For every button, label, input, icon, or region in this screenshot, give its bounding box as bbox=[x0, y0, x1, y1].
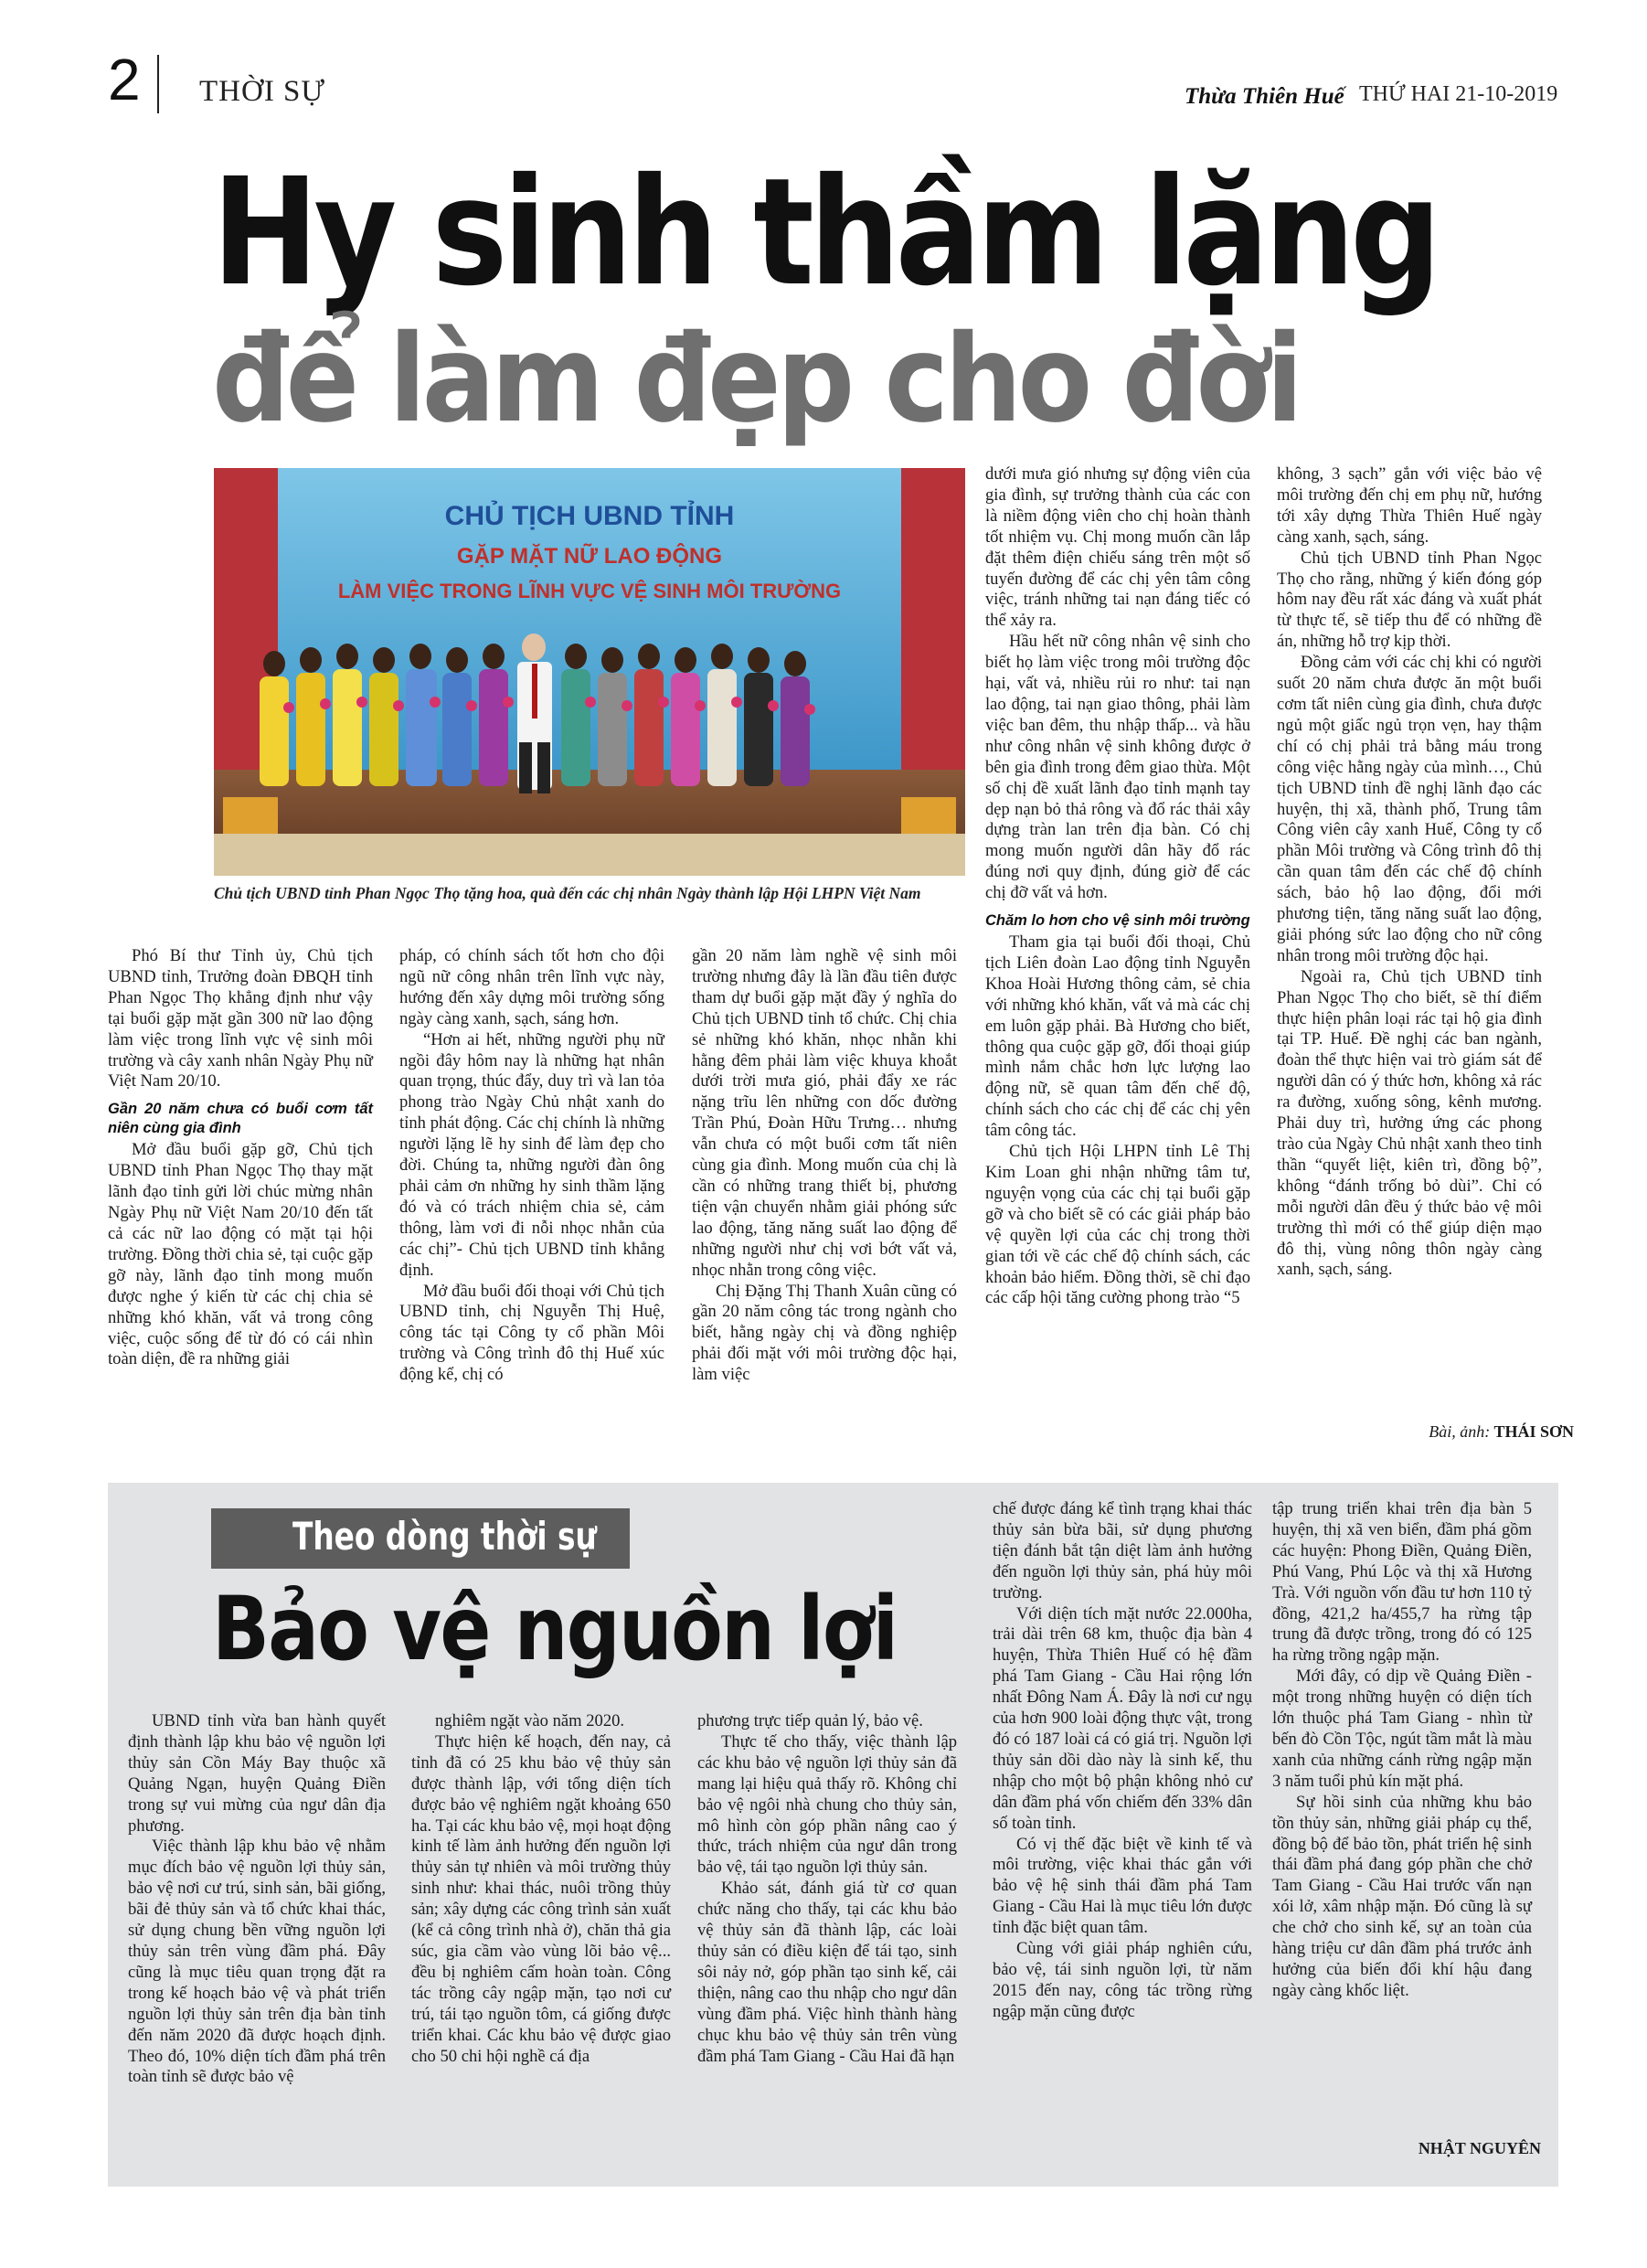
paragraph: Tham gia tại buổi đối thoại, Chủ tịch Liên đoàn Lao động tỉnh Nguyễn Khoa Hoài Hương thông cảm, sẻ chia với những khó khăn, vất vả mà các chị em luôn gặp phải. Bà Hương cho biết, thông qua cuộc gặp gỡ, đối thoại giúp mình nắm chắc hơn lực lượng lao động nữ, sẽ quan tâm đến chế độ, chính sách cho các chị để các chị yên tâm công tác. bbox=[985, 932, 1250, 1141]
paragraph: Thực hiện kế hoạch, đến nay, cả tỉnh đã có 25 khu bảo vệ thủy sản được thành lập, với tổng diện tích được bảo vệ nghiêm ngặt khoảng 650 ha. Tại các khu bảo vệ, mọi hoạt động kinh tế làm ảnh hưởng đến nguồn lợi thủy sản tự nhiên và môi trường thủy sinh như: khai thác, nuôi trồng thủy sản; xây dựng các công trình sản xuất (kể cả công trình nhà ở), chăn thả gia súc, gia cầm vào vùng lõi bảo vệ... đều bị nghiêm cấm hoàn toàn. Công tác trồng cây ngập mặn, tạo nơi cư trú, tái tạo nguồn tôm, cá giống được triển khai. Các khu bảo vệ được giao cho 50 chi hội nghề cá địa bbox=[411, 1731, 671, 2066]
event-photo bbox=[214, 468, 965, 876]
paragraph: Thực tế cho thấy, việc thành lập các khu bảo vệ nguồn lợi thủy sản đã mang lại hiệu quả thấy rõ. Không chỉ bảo vệ ngôi nhà chung cho thủy sản, mô hình còn góp phần nâng cao ý thức, trách nhiệm của ngư dân trong bảo vệ, tái tạo nguồn lợi thủy sản. bbox=[697, 1731, 957, 1878]
photo-banner-line2: GẶP MẶT NỮ LAO ĐỘNG bbox=[456, 544, 723, 569]
article2-headline: Bảo vệ nguồn lợi bbox=[212, 1578, 898, 1680]
article2-column-4 bbox=[993, 1499, 1252, 2023]
paragraph: Đồng cảm với các chị khi có người suốt 20 năm chưa được ăn một buổi cơm tất niên cùng gia đình, chưa được ngủ một giấc ngủ trọn vẹn, hay thậm chí có chị phải trả bằng máu trong công việc hằng ngày của mình…, Chủ tịch UBND tỉnh đề nghị lãnh đạo các huyện, thị xã, thành phố, Trung tâm Công viên cây xanh Huế, Công ty cổ phần Môi trường và Công trình đô thị cần quan tâm đến các chế độ chính sách, bảo hộ lao động, đổi mới phương tiện, tăng năng suất lao động, giải phóng sức lao động cho nữ công nhân trong môi trường độc hại. bbox=[1277, 653, 1542, 965]
paragraph: gần 20 năm làm nghề vệ sinh môi trường nhưng đây là lần đầu tiên được tham dự buổi gặp mặt đầy ý nghĩa do Chủ tịch UBND tỉnh tổ chức. Chị chia sẻ những khó khăn, nhọc nhằn khi hằng đêm phải làm việc khuya khoắt dưới trời mưa gió, phải đẩy xe rác nặng trĩu lên những con dốc đường Trần Phú, Đoàn Hữu Trưng… nhưng vẫn chưa có một buổi cơm tất niên cùng gia đình. Mong muốn của chị là cần có những trang thiết bị, phương tiện vận chuyển nhằm giải phóng sức lao động, tăng năng suất lao động để những người như chị vơi bớt vất vả, nhọc nhằn trong công việc. bbox=[692, 946, 957, 1280]
subheading: Gần 20 năm chưa có buổi cơm tất niên cùng gia đình bbox=[108, 1101, 373, 1137]
article1-byline bbox=[1429, 1422, 1574, 1442]
issue-date: THỨ HAI 21-10-2019 bbox=[1359, 82, 1558, 106]
subheading: Chăm lo hơn cho vệ sinh môi trường bbox=[985, 912, 1250, 930]
paragraph: Chị Đặng Thị Thanh Xuân cũng có gần 20 năm công tác trong ngành cho biết, hằng ngày chị và đồng nghiệp phải đối mặt với môi trường độc hại, làm việc bbox=[692, 1281, 957, 1385]
section-name: THỜI SỰ bbox=[199, 75, 326, 108]
paragraph: Sự hồi sinh của những khu bảo tồn thủy sản, những giải pháp cụ thể, đồng bộ để bảo tồn, phát triển hệ sinh thái đầm phá đang góp phần che chở Tam Giang - Cầu Hai trước vấn nạn xói lở, xâm nhập mặn. Đó cũng là sự che chở cho sinh kế, sự an toàn của hàng triệu cư dân đầm phá trước ảnh hưởng của biến đổi khí hậu đang ngày càng khốc liệt. bbox=[1272, 1792, 1532, 2000]
photo-caption: Chủ tịch UBND tỉnh Phan Ngọc Thọ tặng hoa, quà đến các chị nhân Ngày thành lập Hội LHPN Việt Nam bbox=[214, 884, 921, 902]
paragraph: Chủ tịch UBND tỉnh Phan Ngọc Thọ cho rằng, những ý kiến đóng góp hôm nay đều rất xác đáng và xuất phát từ thực tế, sẽ tiếp thu để có những đề án, những hỗ trợ kịp thời. bbox=[1277, 548, 1542, 652]
paragraph: Với diện tích mặt nước 22.000ha, trải dài trên 68 km, thuộc địa bàn 4 huyện, Thừa Thiên Huế có hệ đầm phá Tam Giang - Cầu Hai rộng lớn nhất Đông Nam Á. Đây là nơi cư ngụ của hơn 900 loài động thực vật, trong đó có 187 loài cá có giá trị. Nguồn lợi thủy sản dồi dào này là sinh kế, thu nhập cho một bộ phận không nhỏ cư dân đầm phá vốn chiếm đến 33% dân số toàn tỉnh. bbox=[993, 1603, 1252, 1833]
headline-line1: Hy sinh thầm lặng bbox=[212, 147, 1437, 319]
article2-column-1 bbox=[128, 1711, 386, 2088]
article2-byline: NHẬT NGUYÊN bbox=[1418, 2139, 1541, 2157]
paragraph: chế được đáng kể tình trạng khai thác thủy sản bừa bãi, sử dụng phương tiện đánh bắt tận diệt làm ảnh hưởng đến nguồn lợi thủy sản, phá hủy môi trường. bbox=[993, 1499, 1252, 1603]
paragraph: Khảo sát, đánh giá từ cơ quan chức năng cho thấy, tại các khu bảo vệ thủy sản đã thành lập, các loài thủy sản có điều kiện để tái tạo, sinh sôi nảy nở, góp phần tạo sinh kế, cải thiện, nâng cao thu nhập cho ngư dân vùng đầm phá. Việc hình thành hàng chục khu bảo vệ thủy sản trên vùng đầm phá Tam Giang - Cầu Hai đã hạn bbox=[697, 1879, 957, 2066]
article1-column-3 bbox=[692, 946, 957, 1386]
paragraph: không, 3 sạch” gắn với việc bảo vệ môi trường đến chị em phụ nữ, hướng tới xây dựng Thừa Thiên Huế ngày càng xanh, sạch, sáng. bbox=[1277, 464, 1542, 547]
paragraph: dưới mưa gió nhưng sự động viên của gia đình, sự trưởng thành của các con là niềm động viên cho chị hoàn thành tốt nhiệm vụ. Chị mong muốn cần lắp đặt thêm điện chiếu sáng trên một số tuyến đường để các chị yên tâm công việc, tránh những tai nạn đáng tiếc có thể xảy ra. bbox=[985, 464, 1250, 631]
photo-banner-line1: CHỦ TỊCH UBND TỈNH bbox=[444, 501, 735, 531]
paragraph: Có vị thế đặc biệt về kinh tế và môi trường, việc khai thác gắn với bảo vệ hệ sinh thái đầm phá Tam Giang - Cầu Hai là mục tiêu lớn được tỉnh đặc biệt quan tâm. bbox=[993, 1834, 1252, 1938]
article1-column-5 bbox=[1277, 464, 1542, 1281]
paragraph: Việc thành lập khu bảo vệ nhằm mục đích bảo vệ nguồn lợi thủy sản, bảo vệ nơi cư trú, sinh sản, bãi giống, bãi đẻ thủy sản và tổ chức khai thác, sử dụng chung bền vững nguồn lợi thủy sản trên vùng đầm phá. Đây cũng là mục tiêu quan trọng đặt ra trong kế hoạch bảo vệ và phát triển nguồn lợi thủy sản trên địa bàn tỉnh đến năm 2020 đã được hoạch định. Theo đó, 10% diện tích đầm phá trên toàn tỉnh sẽ được bảo vệ bbox=[128, 1837, 386, 2087]
paragraph: Cùng với giải pháp nghiên cứu, bảo vệ, tái sinh nguồn lợi, từ năm 2015 đến nay, công tác trồng rừng ngập mặn cũng được bbox=[993, 1939, 1252, 2021]
byline-author: THÁI SƠN bbox=[1493, 1422, 1574, 1441]
paragraph: UBND tỉnh vừa ban hành quyết định thành lập khu bảo vệ nguồn lợi thủy sản Cồn Máy Bay thuộc xã Quảng Ngạn, huyện Quảng Điền trong sự vui mừng của ngư dân địa phương. bbox=[128, 1711, 386, 1836]
article2-column-3 bbox=[697, 1711, 957, 2067]
headline-line2: để làm đẹp cho đời bbox=[212, 309, 1300, 450]
paragraph: tập trung triển khai trên địa bàn 5 huyện, thị xã ven biển, đầm phá gồm các huyện: Phong Điền, Quảng Điền, Phú Vang, Phú Lộc và thị xã Hương Trà. Với nguồn vốn đầu tư hơn 110 tỷ đồng, 421,2 ha/455,7 ha rừng tập trung đã được trồng, trong đó có 125 ha rừng trồng ngập mặn. bbox=[1272, 1499, 1532, 1666]
byline-label: Bài, ảnh: bbox=[1429, 1422, 1491, 1441]
people-group bbox=[260, 634, 810, 793]
paragraph: phương trực tiếp quản lý, bảo vệ. bbox=[697, 1711, 923, 1730]
paragraph: pháp, có chính sách tốt hơn cho đội ngũ nữ công nhân trên lĩnh vực này, hướng đến xây dựng môi trường sống ngày càng xanh, sạch, sáng hơn. bbox=[399, 946, 664, 1028]
article2-column-5 bbox=[1272, 1499, 1532, 2002]
article1-column-1 bbox=[108, 946, 373, 1370]
photo-banner-line3: LÀM VIỆC TRONG LĨNH VỰC VỆ SINH MÔI TRƯỜNG bbox=[337, 580, 842, 602]
paragraph: Hầu hết nữ công nhân vệ sinh cho biết họ làm việc trong môi trường độc hại, vất vả, nhiều rủi ro như: tai nạn lao động, tai nạn giao thông, phải làm việc ban đêm, thu nhập thấp... và hầu như công nhân vệ sinh không được ở bên gia đình trong đêm giao thừa. Một số chị đề xuất lãnh đạo tỉnh mạnh tay dẹp nạn bỏ thả rông và đổ rác thải xây dựng tràn lan trên địa bàn. Có chị mong muốn người dân hãy đổ rác đúng nơi quy định, đúng giờ để các chị đỡ vất vả hơn. bbox=[985, 632, 1250, 903]
paragraph: Mở đầu buổi đối thoại với Chủ tịch UBND tỉnh, chị Nguyễn Thị Huệ, công tác tại Công ty cổ phần Môi trường và Công trình đô thị Huế xúc động kể, chị có bbox=[399, 1281, 664, 1385]
article1-column-2 bbox=[399, 946, 664, 1386]
page-number: 2 bbox=[108, 47, 141, 112]
paragraph: Mở đầu buổi gặp gỡ, Chủ tịch UBND tỉnh Phan Ngọc Thọ thay mặt lãnh đạo tỉnh gửi lời chúc mừng nhân Ngày Phụ nữ Việt Nam 20/10 đến tất cả các nữ lao động có mặt tại hội trường. Đồng thời chia sẻ, tại cuộc gặp gỡ này, lãnh đạo tỉnh mong muốn được nghe ý kiến từ các chị chia sẻ những khó khăn, vất vả trong công việc, cuộc sống để từ đó có cái nhìn toàn diện, đề ra những giải bbox=[108, 1140, 373, 1369]
newspaper-name: Thừa Thiên Huế bbox=[1185, 84, 1344, 109]
paragraph: “Hơn ai hết, những người phụ nữ ngồi đây hôm nay là những hạt nhân quan trọng, thúc đẩy, duy trì và lan tỏa phong trào Ngày Chủ nhật xanh do tỉnh phát động. Các chị chính là những người lặng lẽ hy sinh để làm đẹp cho đời. Chúng ta, những người đàn ông phải cảm ơn những hy sinh thầm lặng đó và có trách nhiệm chia sẻ, cảm thông, làm vơi đi nỗi nhọc nhằn của các chị”- Chủ tịch UBND tỉnh khẳng định. bbox=[399, 1029, 664, 1280]
paragraph: Mới đây, có dịp về Quảng Điền - một trong những huyện có diện tích lớn thuộc phá Tam Giang - nhìn từ bến đò Cồn Tộc, ngút tầm mắt là màu xanh của những cánh rừng ngập mặn 3 năm tuổi phủ kín mặt phá. bbox=[1272, 1666, 1532, 1791]
header-divider bbox=[157, 55, 159, 113]
paragraph: nghiêm ngặt vào năm 2020. bbox=[435, 1711, 625, 1730]
paragraph: Phó Bí thư Tỉnh ủy, Chủ tịch UBND tỉnh, Trưởng đoàn ĐBQH tỉnh Phan Ngọc Thọ khẳng định như vậy tại buổi gặp mặt gần 300 nữ lao động làm việc trong lĩnh vực vệ sinh môi trường và cây xanh nhân Ngày Phụ nữ Việt Nam 20/10. bbox=[108, 946, 373, 1091]
paragraph: Chủ tịch Hội LHPN tỉnh Lê Thị Kim Loan ghi nhận những tâm tư, nguyện vọng của các chị tại buổi gặp gỡ và cho biết sẽ có các giải pháp bảo vệ quyền lợi của các chị trong thời gian tới về các chế độ chính sách, các khoản bảo hiểm. Đồng thời, sẽ chỉ đạo các cấp hội tăng cường phong trào “5 bbox=[985, 1142, 1250, 1308]
article1-column-4 bbox=[985, 464, 1250, 1309]
column-tag: Theo dòng thời sự bbox=[292, 1514, 597, 1559]
article2-column-2 bbox=[411, 1711, 671, 2067]
paragraph: Ngoài ra, Chủ tịch UBND tỉnh Phan Ngọc Thọ cho biết, sẽ thí điểm thực hiện phân loại rác tại hộ gia đình tại TP. Huế. Đề nghị các ban ngành, đoàn thể thực hiện vai trò giám sát để người dân có ý thức hơn, không xả rác ra đường, xuống sông, kênh mương. Phải duy trì, hưởng ứng các phong trào của Ngày Chủ nhật xanh theo tinh thần “quyết liệt, kiên trì, đồng bộ”, không “đánh trống bỏ dùi”. Chỉ có mỗi người dân đều ý thức bảo vệ môi trường thì mới có thể giúp diện mạo đô thị, vùng nông thôn ngày càng xanh, sạch, sáng. bbox=[1277, 966, 1542, 1280]
